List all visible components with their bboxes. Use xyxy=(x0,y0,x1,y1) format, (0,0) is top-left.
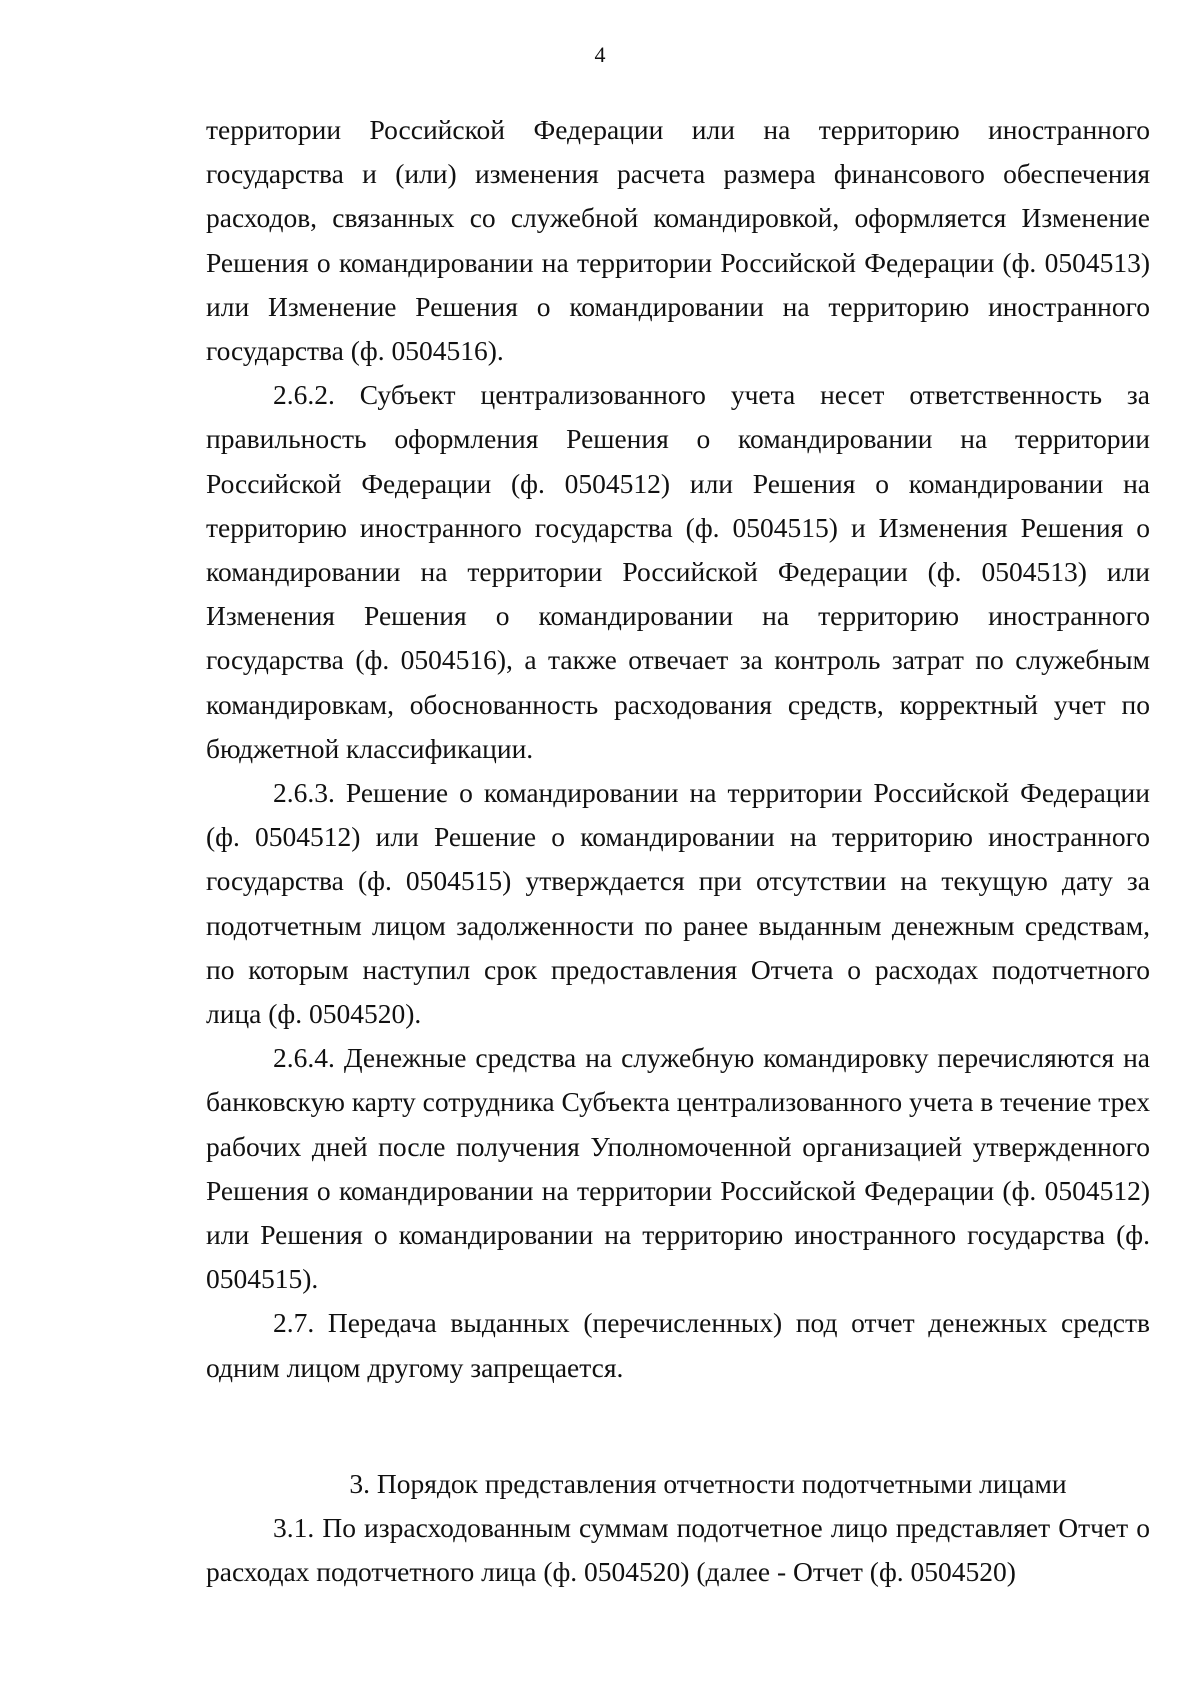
paragraph-3-1: 3.1. По израсходованным суммам подотчетное лицо представляет Отчет о расходах подотчетного лица (ф. 0504520) (далее - Отчет (ф. 0504520) xyxy=(206,1512,1150,1588)
page-number: 4 xyxy=(594,42,606,67)
document-body xyxy=(206,108,1150,1595)
section-3-heading: 3. Порядок представления отчетности подотчетными лицами xyxy=(349,1467,1067,1499)
paragraph-2-6-4: 2.6.4. Денежные средства на служебную командировку перечисляются на банковскую карту сотрудника Субъекта централизованного учета в течение трех рабочих дней после получения Уполномоченной организацией утвержденного Решения о командировании на территории Российской Федерации (ф. 0504512) или Решения о командировании на территорию иностранного государства (ф. 0504515). xyxy=(206,1042,1150,1295)
paragraph-2-7: 2.7. Передача выданных (перечисленных) под отчет денежных средств одним лицом другому запрещается. xyxy=(206,1307,1150,1383)
paragraph-continuation: территории Российской Федерации или на территорию иностранного государства и (или) изменения расчета размера финансового обеспечения расходов, связанных со служебной командировкой, оформляется Изменение Решения о командировании на территории Российской Федерации (ф. 0504513) или Изменение Решения о командировании на территорию иностранного государства (ф. 0504516). xyxy=(206,114,1150,367)
paragraph-2-6-3: 2.6.3. Решение о командировании на территории Российской Федерации (ф. 0504512) или Решение о командировании на территорию иностранного государства (ф. 0504515) утверждается при отсутствии на текущую дату за подотчетным лицом задолженности по ранее выданным денежным средствам, по которым наступил срок предоставления Отчета о расходах подотчетного лица (ф. 0504520). xyxy=(206,777,1150,1030)
paragraph-2-6-2: 2.6.2. Субъект централизованного учета несет ответственность за правильность оформления Решения о командировании на территории Российской Федерации (ф. 0504512) или Решения о командировании на территорию иностранного государства (ф. 0504515) и Изменения Решения о командировании на территории Российской Федерации (ф. 0504513) или Изменения Решения о командировании на территорию иностранного государства (ф. 0504516), а также отвечает за контроль затрат по служебным командировкам, обоснованность расходования средств, корректный учет по бюджетной классификации. xyxy=(206,379,1150,764)
